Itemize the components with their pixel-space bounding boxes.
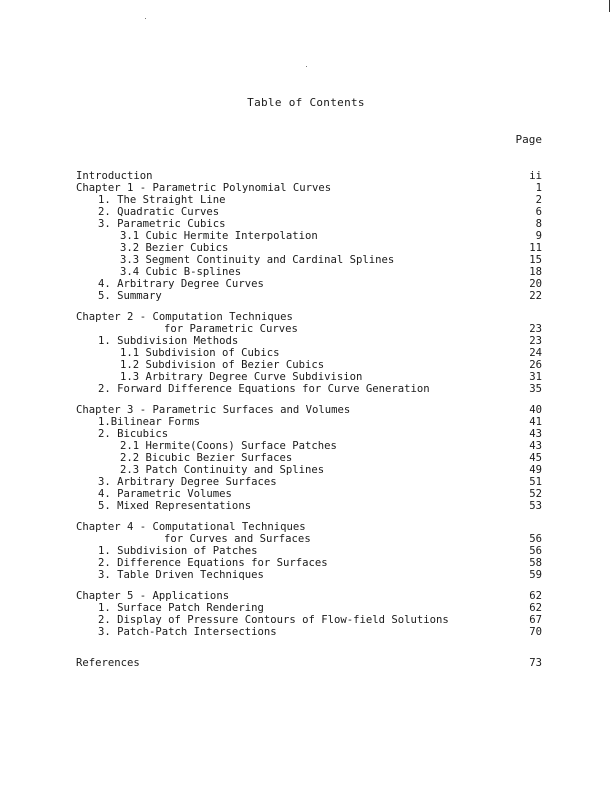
toc-entry-label: Chapter 5 - Applications — [76, 590, 230, 602]
toc-entry — [76, 488, 542, 500]
toc-entry-page-number: 35 — [529, 383, 542, 395]
toc-entry-label: 2. Display of Pressure Contours of Flow-field Solutions — [98, 614, 449, 626]
toc-entry-page-number: ii — [529, 170, 542, 182]
toc-entry — [76, 266, 542, 278]
toc-entry — [76, 218, 542, 230]
scan-edge-mark — [609, 0, 610, 12]
toc-entry-label: 2. Difference Equations for Surfaces — [98, 557, 328, 569]
toc-entry — [76, 533, 542, 545]
toc-entry-page-number: 8 — [535, 218, 542, 230]
scan-speck — [306, 66, 307, 67]
toc-entry — [76, 500, 542, 512]
toc-entry-label: References — [76, 657, 140, 669]
toc-entry-page-number: 11 — [529, 242, 542, 254]
toc-entry-label: 1. The Straight Line — [98, 194, 226, 206]
toc-entry-page-number: 9 — [535, 230, 542, 242]
toc-entry — [76, 452, 542, 464]
page-title: Table of Contents — [247, 96, 365, 109]
toc-entry — [76, 206, 542, 218]
toc-entry-page-number: 23 — [529, 335, 542, 347]
toc-entry — [76, 476, 542, 488]
toc-entry-page-number: 43 — [529, 428, 542, 440]
toc-entry — [76, 254, 542, 266]
toc-entry-label: 1.Bilinear Forms — [98, 416, 201, 428]
page-column-header: Page — [515, 133, 542, 146]
toc-entry-page-number: 41 — [529, 416, 542, 428]
toc-entry-label: for Curves and Surfaces — [164, 533, 311, 545]
toc-entry — [76, 290, 542, 302]
toc-entry-page-number: 20 — [529, 278, 542, 290]
toc-entry — [76, 440, 542, 452]
toc-entry-label: 1.2 Subdivision of Bezier Cubics — [120, 359, 325, 371]
toc-entry-label: 3.2 Bezier Cubics — [120, 242, 229, 254]
toc-entry — [76, 194, 542, 206]
toc-entry — [76, 404, 542, 416]
toc-entry-page-number: 52 — [529, 488, 542, 500]
toc-entry-page-number: 31 — [529, 371, 542, 383]
toc-entry — [76, 657, 542, 669]
toc-entry-label: Introduction — [76, 170, 153, 182]
toc-entry-label: 3. Patch-Patch Intersections — [98, 626, 277, 638]
toc-entry — [76, 182, 542, 194]
toc-entry — [76, 311, 542, 323]
toc-entry — [76, 347, 542, 359]
toc-entry-page-number: 24 — [529, 347, 542, 359]
toc-entry-label: 5. Mixed Representations — [98, 500, 252, 512]
toc-entry — [76, 602, 542, 614]
toc-entry-page-number: 49 — [529, 464, 542, 476]
toc-entry-label: 4. Parametric Volumes — [98, 488, 232, 500]
toc-entry-label: 1.3 Arbitrary Degree Curve Subdivision — [120, 371, 363, 383]
toc-entry — [76, 371, 542, 383]
table-of-contents — [76, 170, 542, 669]
toc-entry — [76, 359, 542, 371]
toc-entry-page-number: 23 — [529, 323, 542, 335]
toc-entry-label: 1.1 Subdivision of Cubics — [120, 347, 280, 359]
toc-entry-label: 1. Subdivision Methods — [98, 335, 239, 347]
toc-entry-page-number: 62 — [529, 590, 542, 602]
toc-entry — [76, 323, 542, 335]
scan-speck — [145, 18, 146, 19]
toc-entry — [76, 464, 542, 476]
toc-entry-page-number: 70 — [529, 626, 542, 638]
toc-entry-label: Chapter 1 - Parametric Polynomial Curves — [76, 182, 332, 194]
toc-entry-page-number: 56 — [529, 533, 542, 545]
toc-entry-page-number: 45 — [529, 452, 542, 464]
toc-entry-label: 2.2 Bicubic Bezier Surfaces — [120, 452, 293, 464]
toc-entry-label: 2.3 Patch Continuity and Splines — [120, 464, 325, 476]
toc-entry-label: 1. Surface Patch Rendering — [98, 602, 264, 614]
toc-entry-label: 1. Subdivision of Patches — [98, 545, 258, 557]
toc-entry-page-number: 2 — [535, 194, 542, 206]
toc-entry — [76, 590, 542, 602]
toc-entry-label: 3.4 Cubic B-splines — [120, 266, 242, 278]
toc-entry-page-number: 67 — [529, 614, 542, 626]
toc-entry-label: 4. Arbitrary Degree Curves — [98, 278, 264, 290]
toc-entry-page-number: 51 — [529, 476, 542, 488]
toc-entry-page-number: 62 — [529, 602, 542, 614]
toc-entry-label: 2. Quadratic Curves — [98, 206, 220, 218]
toc-entry-label: for Parametric Curves — [164, 323, 298, 335]
toc-entry-page-number: 18 — [529, 266, 542, 278]
toc-entry-page-number: 56 — [529, 545, 542, 557]
section-spacer — [76, 302, 542, 311]
toc-entry-page-number: 15 — [529, 254, 542, 266]
toc-entry — [76, 626, 542, 638]
toc-entry — [76, 242, 542, 254]
toc-entry — [76, 521, 542, 533]
toc-entry — [76, 557, 542, 569]
toc-entry-label: 3. Arbitrary Degree Surfaces — [98, 476, 277, 488]
toc-entry-label: 3.3 Segment Continuity and Cardinal Splines — [120, 254, 395, 266]
toc-entry-label: Chapter 4 - Computational Techniques — [76, 521, 306, 533]
toc-entry-label: Chapter 3 - Parametric Surfaces and Volumes — [76, 404, 351, 416]
toc-entry — [76, 170, 542, 182]
toc-entry-page-number: 1 — [535, 182, 542, 194]
toc-entry-page-number: 58 — [529, 557, 542, 569]
toc-entry — [76, 416, 542, 428]
toc-entry-label: 3.1 Cubic Hermite Interpolation — [120, 230, 318, 242]
toc-entry — [76, 545, 542, 557]
toc-entry-label: 2.1 Hermite(Coons) Surface Patches — [120, 440, 337, 452]
toc-entry-page-number: 43 — [529, 440, 542, 452]
toc-entry-label: Chapter 2 - Computation Techniques — [76, 311, 293, 323]
toc-entry-label: 5. Summary — [98, 290, 162, 302]
toc-entry-page-number: 26 — [529, 359, 542, 371]
section-spacer — [76, 395, 542, 404]
section-spacer — [76, 638, 542, 657]
toc-entry — [76, 569, 542, 581]
toc-entry — [76, 383, 542, 395]
toc-entry-label: 2. Forward Difference Equations for Curve Generation — [98, 383, 430, 395]
toc-entry — [76, 230, 542, 242]
toc-entry — [76, 278, 542, 290]
toc-entry — [76, 614, 542, 626]
section-spacer — [76, 581, 542, 590]
section-spacer — [76, 512, 542, 521]
toc-entry-page-number: 53 — [529, 500, 542, 512]
toc-entry-page-number: 6 — [535, 206, 542, 218]
toc-entry-page-number: 59 — [529, 569, 542, 581]
toc-entry-page-number: 73 — [529, 657, 542, 669]
toc-entry-label: 3. Parametric Cubics — [98, 218, 226, 230]
toc-entry-page-number: 22 — [529, 290, 542, 302]
toc-entry-label: 2. Bicubics — [98, 428, 169, 440]
toc-entry — [76, 335, 542, 347]
toc-entry-label: 3. Table Driven Techniques — [98, 569, 264, 581]
toc-entry-page-number: 40 — [529, 404, 542, 416]
toc-entry — [76, 428, 542, 440]
